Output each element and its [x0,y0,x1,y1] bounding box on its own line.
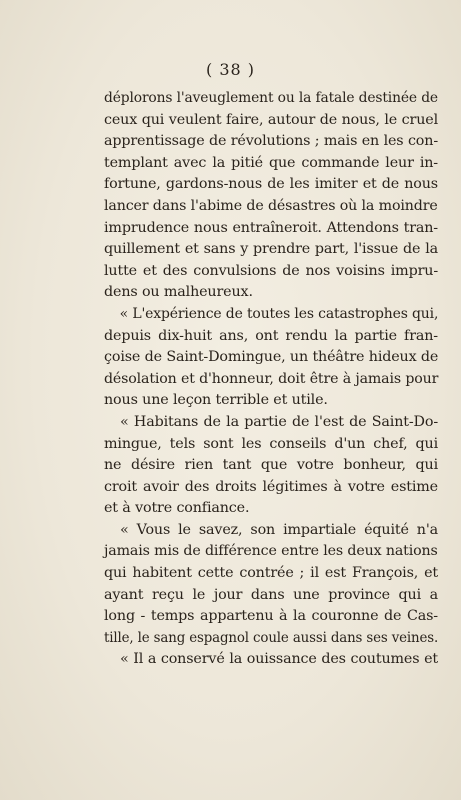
text-line: lancer dans l'abime de désastres où la moindre [104,197,438,214]
text-line: « L'expérience de toutes les catastrophes qui, [119,305,439,322]
text-line: et à votre confiance. [104,500,250,517]
text-line: tille, le sang espagnol coule aussi dans ses veines. [104,629,439,646]
text-line: dens ou malheureux. [104,284,253,301]
text-line: long - temps appartenu à la couronne de Cas- [104,608,438,625]
text-line: lutte et des convulsions de nos voisins impru- [104,262,438,279]
text-line: templant avec la pitié que commande leur in- [104,154,438,171]
text-line: déplorons l'aveuglement ou la fatale destinée de [104,90,438,106]
body-text [104,88,438,671]
text-line: ne désire rien tant que votre bonheur, qui [104,457,438,474]
text-line: « Il a conservé la ouissance des coutumes et [120,651,438,668]
text-line: jamais mis de différence entre les deux nations [104,543,438,560]
text-line: depuis dix-huit ans, ont rendu la partie fran- [104,327,438,344]
text-line: fortune, gardons-nous de les imiter et de nous [104,176,438,193]
text-line: ceux qui veulent faire, autour de nous, le cruel [104,111,438,128]
text-line: « Vous le savez, son impartiale équité n'a [120,521,438,538]
text-line: apprentissage de révolutions ; mais en les con- [104,133,438,150]
text-line: mingue, tels sont les conseils d'un chef, qui [104,435,438,452]
text-line: « Habitans de la partie de l'est de Saint-Do- [120,413,438,430]
text-line: imprudence nous entraîneroit. Attendons tran- [104,219,438,236]
text-line: ayant reçu le jour dans une province qui a [104,586,438,603]
text-line: désolation et d'honneur, doit être à jamais pour [104,370,439,387]
text-line: croit avoir des droits légitimes à votre estime [104,478,438,495]
text-line: qui habitent cette contrée ; il est François, et [104,565,438,582]
text-line: çoise de Saint-Domingue, un théâtre hideux de [104,349,439,366]
page-number: ( 38 ) [205,60,255,79]
text-line: quillement et sans y prendre part, l'issue de la [104,241,438,258]
text-line: nous une leçon terrible et utile. [104,392,328,409]
